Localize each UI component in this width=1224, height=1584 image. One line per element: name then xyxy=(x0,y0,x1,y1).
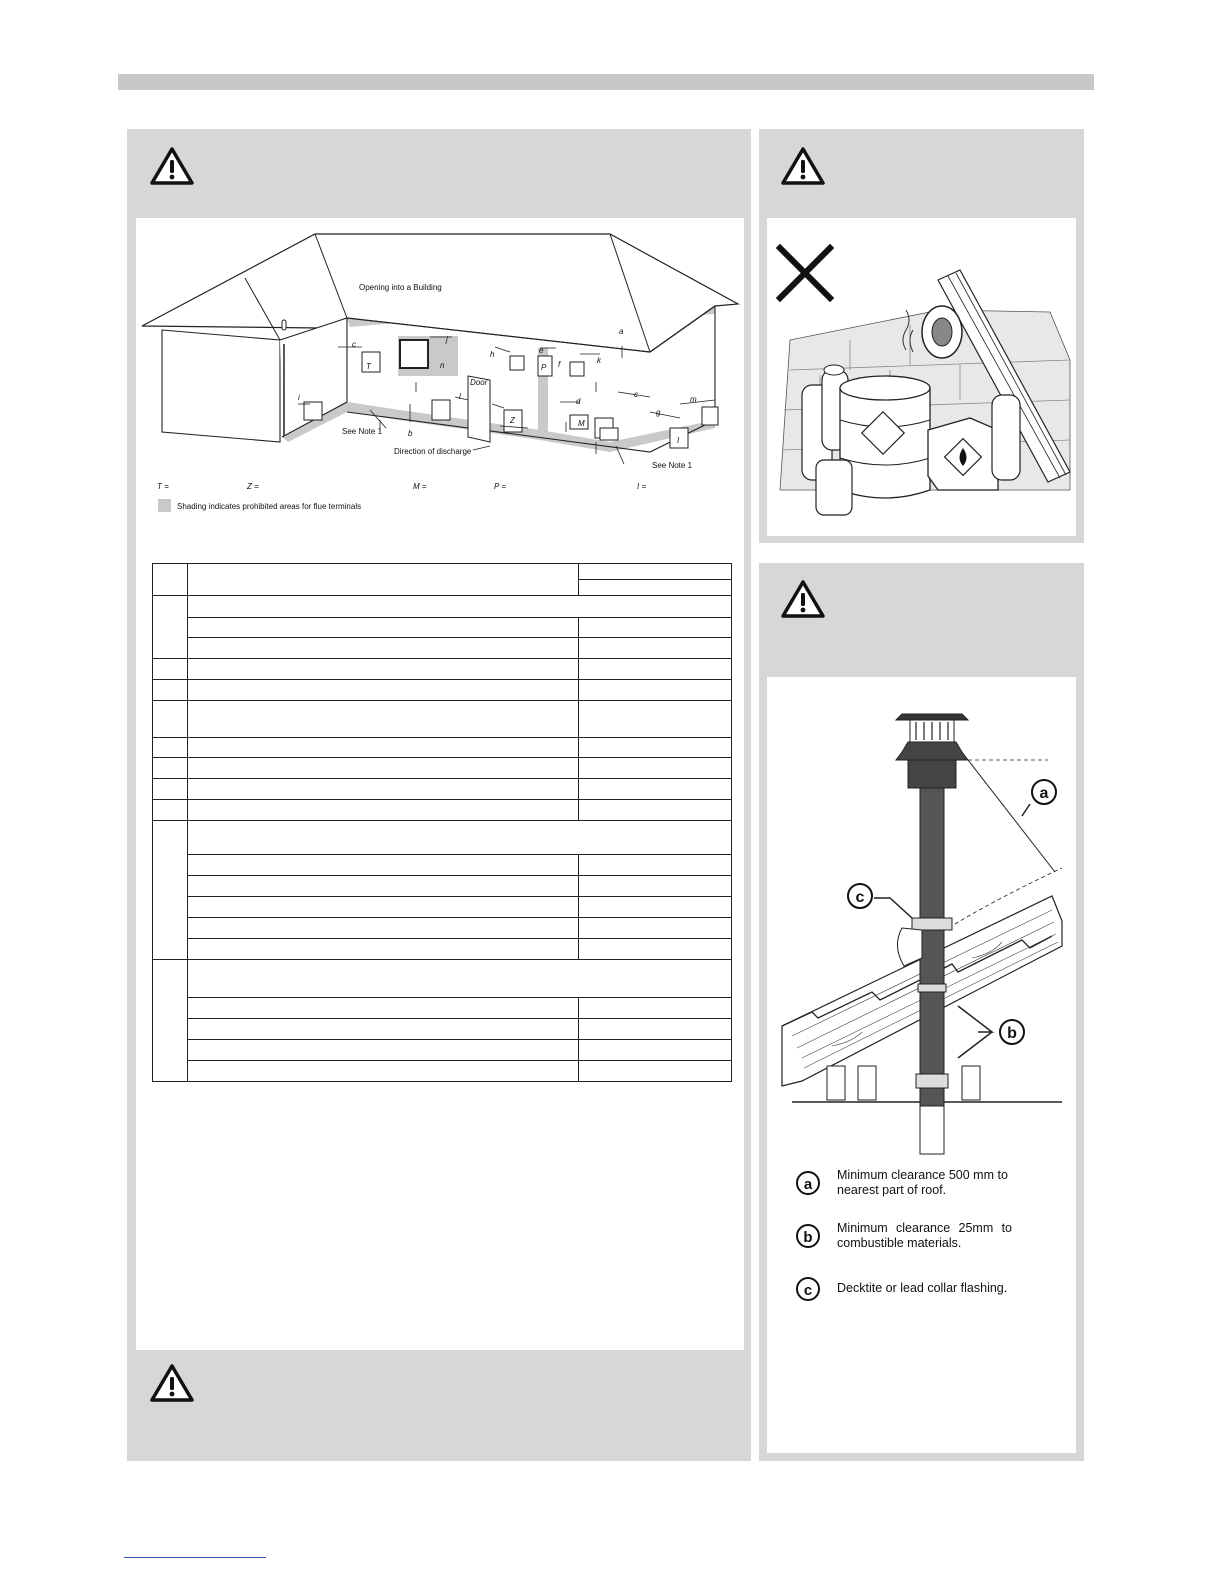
callout-a-icon: a xyxy=(796,1171,820,1195)
dim-k: k xyxy=(597,356,601,365)
terminal-P: P xyxy=(541,363,547,372)
label-see-note-1b: See Note 1 xyxy=(652,461,693,470)
label-see-note-1a: See Note 1 xyxy=(342,427,383,436)
caption-c: Decktite or lead collar flashing. xyxy=(837,1281,1008,1295)
label-opening: Opening into a Building xyxy=(359,283,442,292)
vertical-flue-roof-diagram xyxy=(772,696,1072,1166)
warning-icon xyxy=(780,579,826,624)
warning-icon xyxy=(780,146,826,191)
terminal-T: T xyxy=(366,362,371,371)
footer-link-underline[interactable] xyxy=(124,1557,266,1558)
legend-shade-swatch xyxy=(158,499,171,512)
callout-b-icon: b xyxy=(796,1224,820,1248)
warning-icon-bottom xyxy=(149,1363,195,1408)
svg-text:a: a xyxy=(1039,785,1049,802)
prohibited-cross-icon xyxy=(780,248,830,298)
terminal-Z: Z xyxy=(510,416,515,425)
terminal-I: I xyxy=(677,436,680,445)
dim-b: b xyxy=(408,429,413,438)
caption-b: Minimum clearance 25mm to combustible materials. xyxy=(837,1221,1012,1250)
callout-c-icon: c xyxy=(796,1277,820,1301)
dim-h: h xyxy=(490,350,495,359)
caption-a: Minimum clearance 500 mm to nearest part of roof. xyxy=(837,1168,1008,1197)
label-direction: Direction of discharge xyxy=(394,447,472,456)
svg-text:b: b xyxy=(1007,1025,1017,1042)
dim-m: m xyxy=(690,395,697,404)
legend-z: Z = xyxy=(247,482,259,491)
dim-d: d xyxy=(576,397,581,406)
label-door: Door xyxy=(470,378,488,387)
dim-n: n xyxy=(440,361,445,370)
terminal-M: M xyxy=(578,419,585,428)
dim-i: i xyxy=(298,393,300,402)
dim-c2: c xyxy=(634,390,638,399)
legend-t: T = xyxy=(157,482,169,491)
dim-l: l xyxy=(459,392,461,401)
dim-j: j xyxy=(446,335,448,344)
svg-text:c: c xyxy=(855,889,865,906)
legend-m: M = xyxy=(413,482,427,491)
combustibles-prohibited-illustration xyxy=(770,240,1074,530)
legend-p: P = xyxy=(494,482,506,491)
dim-a: a xyxy=(619,327,624,336)
legend-i: I = xyxy=(637,482,647,491)
dim-f: f xyxy=(558,360,561,369)
clearance-table xyxy=(152,563,732,1082)
warning-icon xyxy=(149,146,195,191)
flue-terminal-positions-diagram xyxy=(140,232,740,477)
dim-c: c xyxy=(352,340,356,349)
legend-shading-text: Shading indicates prohibited areas for flue terminals xyxy=(177,502,362,511)
top-header-bar xyxy=(118,74,1094,90)
dim-e: e xyxy=(539,346,544,355)
dim-g: g xyxy=(656,408,661,417)
